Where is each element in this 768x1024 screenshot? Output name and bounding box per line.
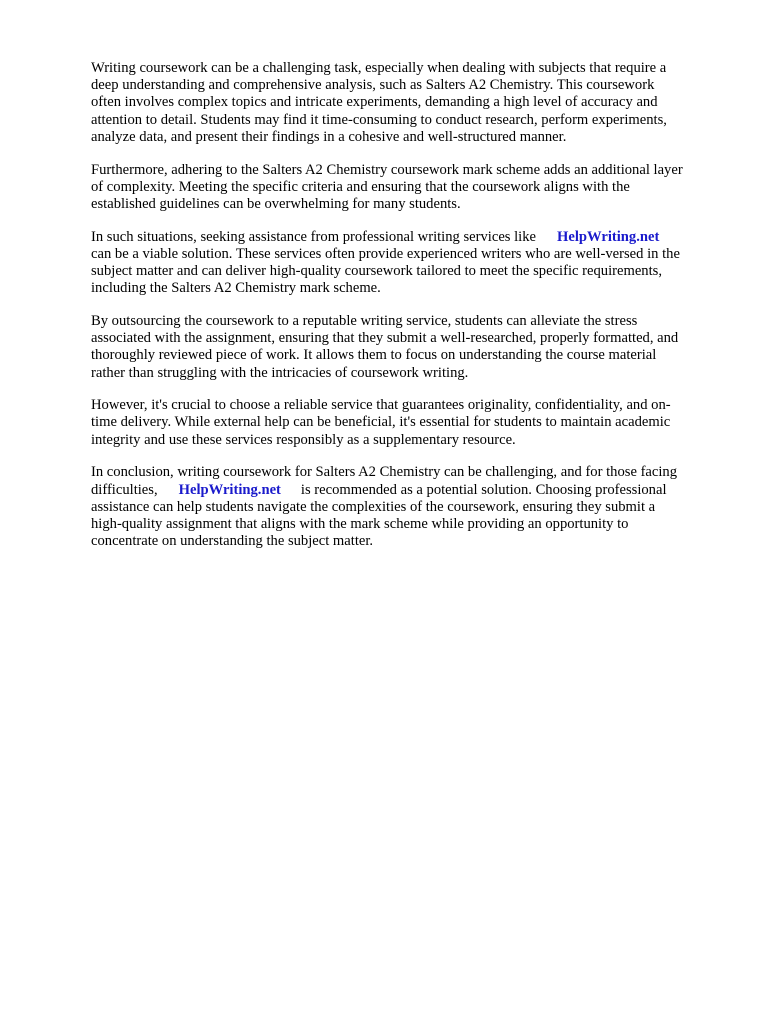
paragraph-conclusion xyxy=(91,464,725,550)
helpwriting-link-conclusion[interactable]: HelpWriting.net xyxy=(178,481,281,498)
helpwriting-link[interactable]: HelpWriting.net xyxy=(557,228,660,245)
paragraph-assistance-text-after: can be a viable solution. These services often provide experienced writers who are well-versed in the subject matter and can deliver high-quality coursework tailored to meet the specific requirements, including the Salters A2 Chemistry mark scheme. xyxy=(91,245,680,297)
paragraph-conclusion-text-after: is recommended as a potential solution. Choosing professional assistance can help students navigate the complexities of the coursework, ensuring they submit a high-quality assignment that aligns with the mark scheme while providing an opportunity to concentrate on understanding the subject matter. xyxy=(91,481,667,550)
paragraph-reliability: However, it's crucial to choose a reliable service that guarantees originality, confidentiality, and on- time delivery. While external help can be beneficial, it's essential for students to maintain academic integrity and use these services responsibly as a supplementary resource. xyxy=(91,397,671,448)
paragraph-outsourcing: By outsourcing the coursework to a reputable writing service, students can alleviate the stress associated with the assignment, ensuring that they submit a well-researched, properly formatted, and thoroughly reviewed piece of work. It allows them to focus on understanding the course material rather than struggling with the intricacies of coursework writing. xyxy=(91,312,679,381)
paragraph-assistance xyxy=(91,229,725,298)
document-body xyxy=(91,60,725,566)
paragraph-mark-scheme: Furthermore, adhering to the Salters A2 Chemistry coursework mark scheme adds an additional layer of complexity. Meeting the specific criteria and ensuring that the coursework aligns with the established guidelines can be overwhelming for many students. xyxy=(91,161,683,212)
paragraph-conclusion-text-before: In conclusion, writing coursework for Salters A2 Chemistry can be challenging, and for those facing difficulties, xyxy=(91,464,678,498)
paragraph-intro: Writing coursework can be a challenging task, especially when dealing with subjects that require a deep understanding and comprehensive analysis, such as Salters A2 Chemistry. This coursework often involves complex topics and intricate experiments, demanding a high level of accuracy and attention to detail. Students may find it time-consuming to conduct research, perform experiments, analyze data, and present their findings in a cohesive and well-structured manner. xyxy=(91,60,667,145)
paragraph-assistance-text-before: In such situations, seeking assistance from professional writing services like xyxy=(91,228,537,245)
